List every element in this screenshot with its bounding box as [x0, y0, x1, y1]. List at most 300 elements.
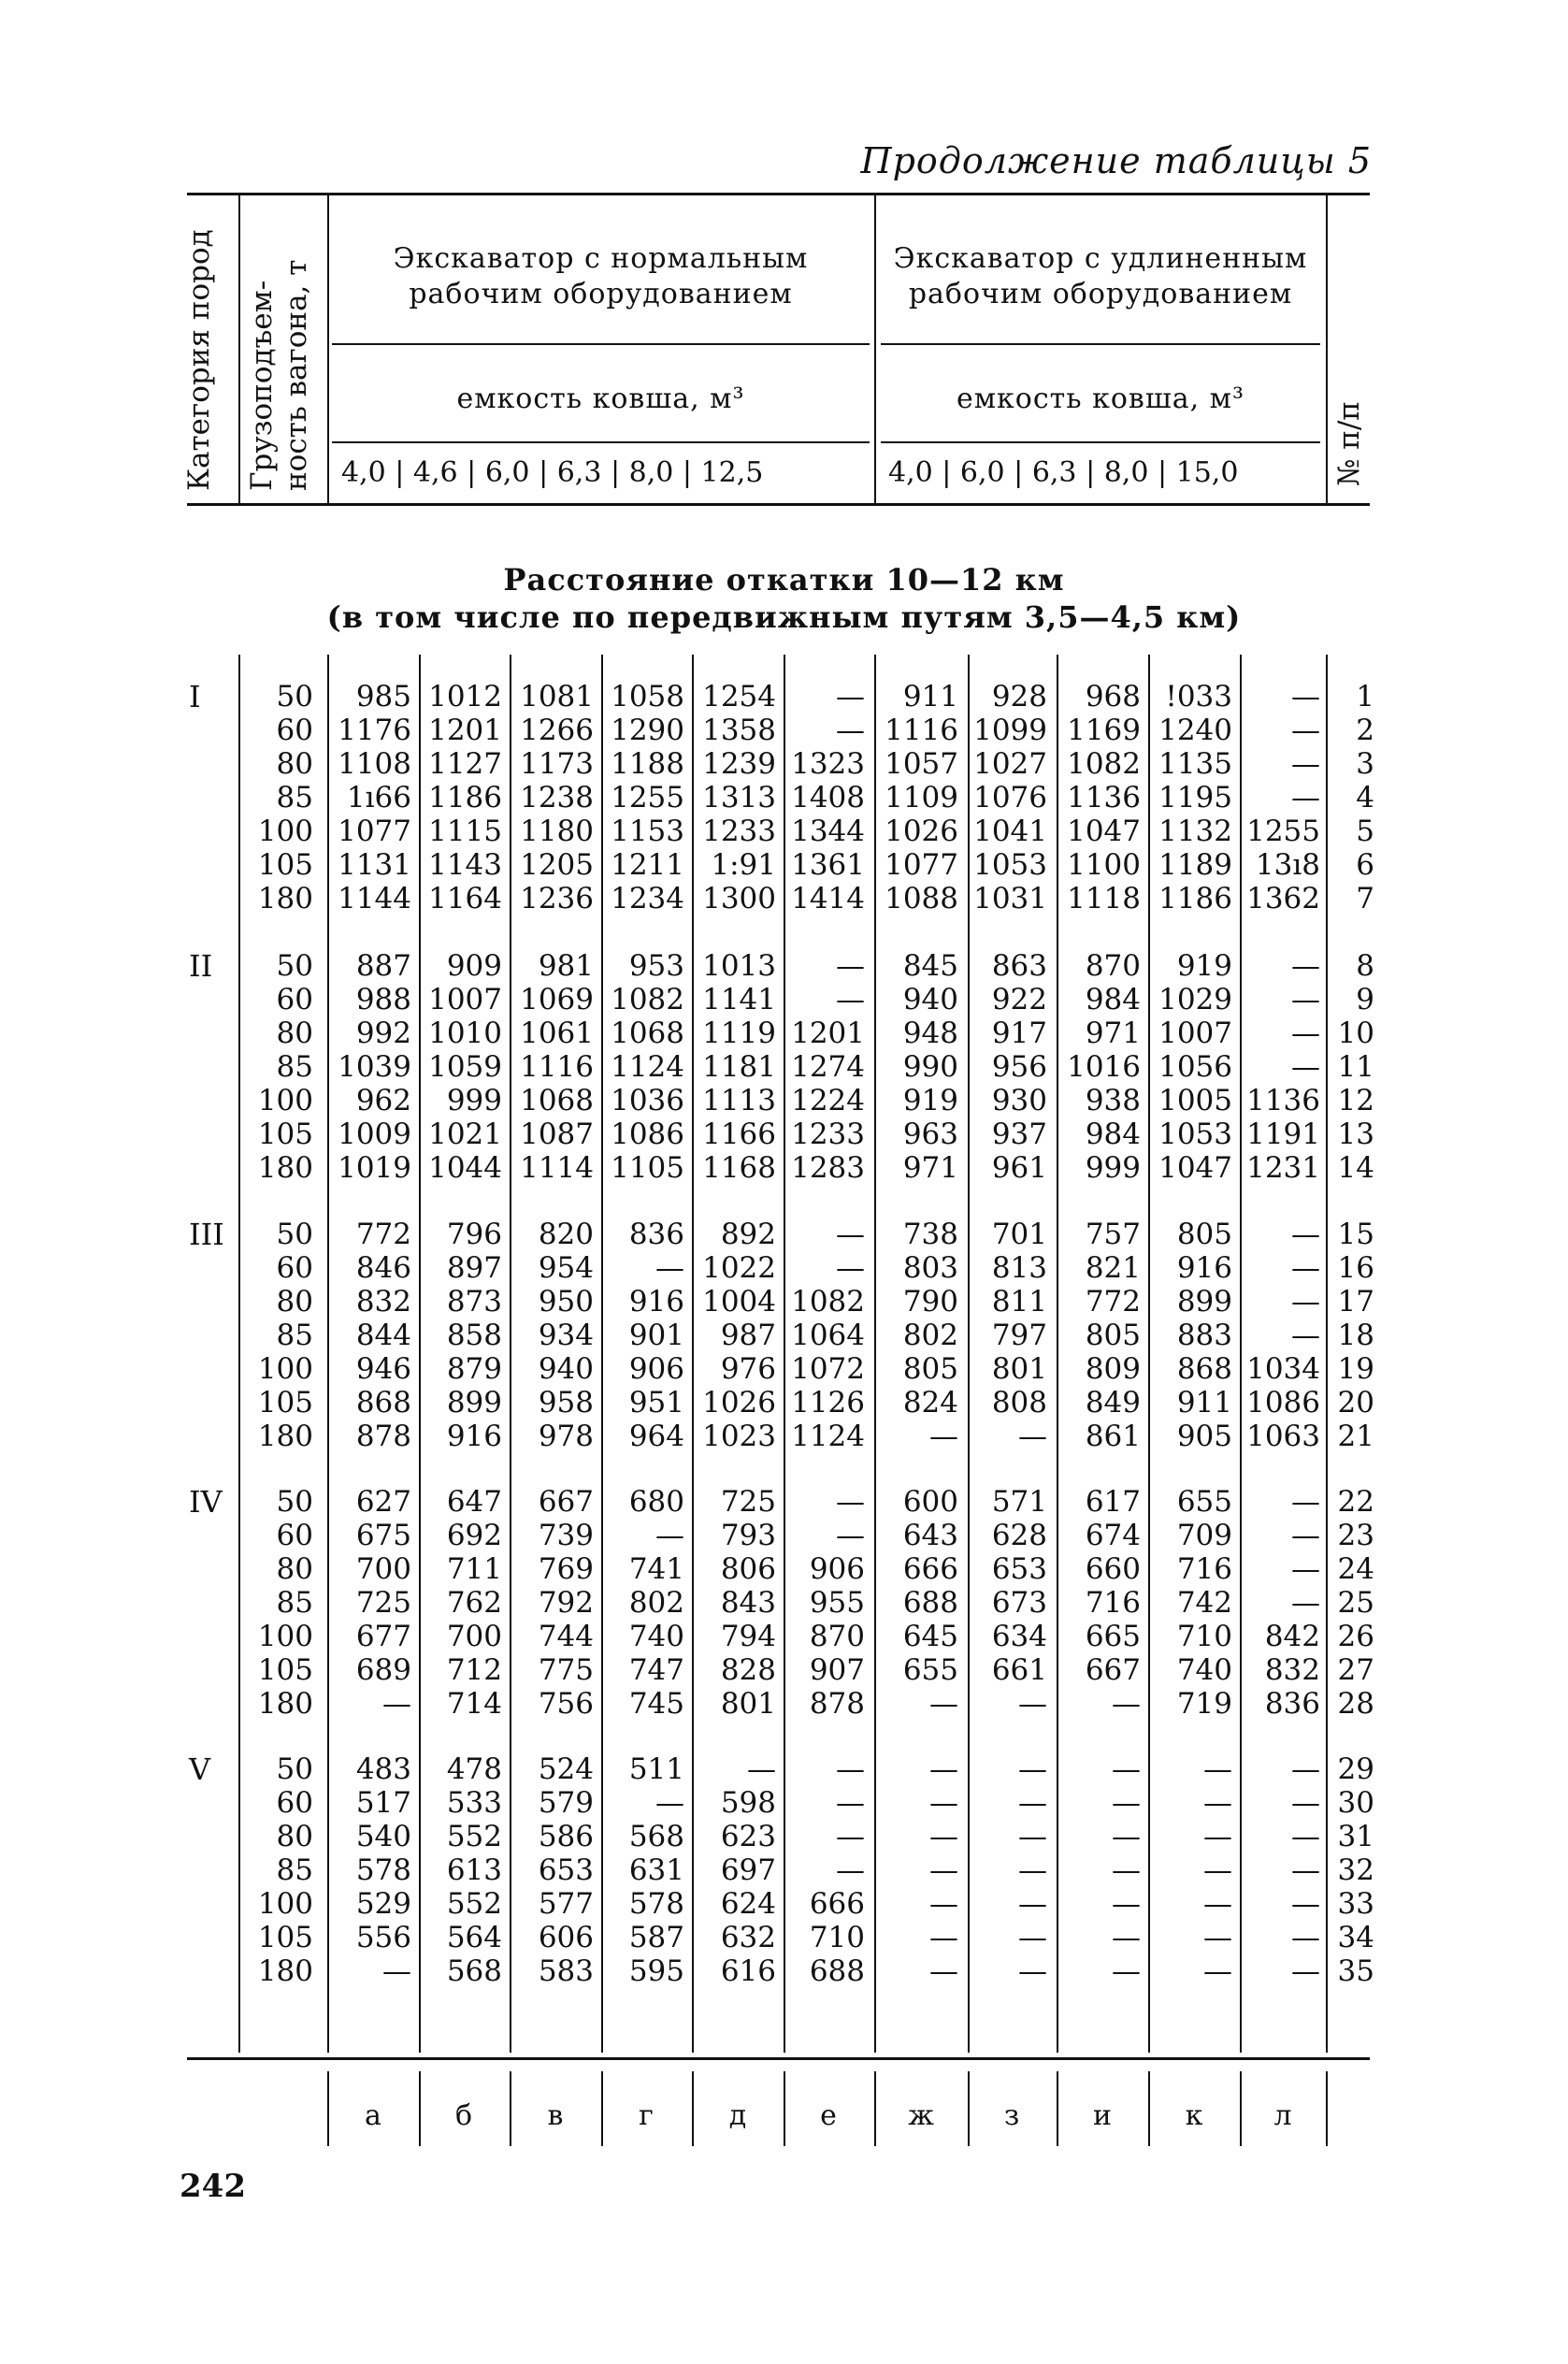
table-cell: 710	[1176, 1620, 1232, 1653]
table-cell: —	[929, 1786, 958, 1820]
table-cell: 1005	[1158, 1084, 1232, 1117]
table-cell: 552	[446, 1887, 502, 1921]
table-cell: 961	[991, 1151, 1047, 1185]
table-cell: 1039	[338, 1050, 411, 1084]
table-cell: 992	[355, 1016, 411, 1050]
table-cell: 1034	[1246, 1352, 1320, 1386]
column-letter: з	[1003, 2099, 1020, 2132]
header-bottom-rule	[187, 503, 1370, 506]
table-cell: 858	[446, 1319, 502, 1352]
table-cell: 8	[1356, 949, 1374, 983]
table-cell: —	[1291, 714, 1320, 747]
table-cell: 661	[991, 1653, 1047, 1687]
table-cell: 33	[1337, 1887, 1374, 1921]
size-separator: |	[529, 456, 557, 489]
column-a	[323, 680, 411, 915]
table-cell: 803	[902, 1251, 958, 1285]
header-vline-3	[874, 195, 876, 503]
table-cell: —	[1291, 1285, 1320, 1319]
table-cell: 105	[257, 1386, 313, 1420]
size-separator: |	[1004, 456, 1032, 489]
table-cell: 1007	[1158, 1016, 1232, 1050]
table-cell: 844	[355, 1319, 411, 1352]
table-cell: 688	[809, 1954, 865, 1988]
table-cell: —	[1291, 1887, 1320, 1921]
table-cell: 568	[628, 1820, 684, 1853]
column-letter: г	[639, 2099, 654, 2132]
table-cell: 984	[1085, 983, 1141, 1016]
table-cell: 1118	[1067, 882, 1141, 915]
table-cell: 634	[991, 1620, 1047, 1653]
size-separator: |	[673, 456, 701, 489]
column-letter: б	[454, 2099, 473, 2132]
table-cell: 741	[628, 1552, 684, 1586]
table-cell: 725	[355, 1586, 411, 1620]
table-cell: 598	[720, 1786, 776, 1820]
table-cell: 1201	[791, 1016, 865, 1050]
table-cell: 1108	[338, 747, 411, 781]
header-group1-sizerule	[332, 441, 870, 443]
letter-divider	[784, 2071, 785, 2146]
column-k	[1144, 680, 1232, 915]
column-g	[596, 680, 684, 915]
table-cell: —	[1203, 1752, 1232, 1786]
table-cell: 1188	[611, 747, 684, 781]
table-cell: 906	[628, 1352, 684, 1386]
header-bucket-label-2: емкость ковша, м³	[956, 382, 1245, 415]
table-cell: 1236	[520, 882, 594, 915]
bucket-size: 4,0	[888, 456, 933, 489]
table-cell: 17	[1337, 1285, 1374, 1319]
table-cell: 10	[1337, 1016, 1374, 1050]
table-cell: 958	[538, 1386, 594, 1420]
table-cell: 1059	[428, 1050, 502, 1084]
size-separator: |	[932, 456, 960, 489]
table-cell: 845	[902, 949, 958, 983]
table-cell: 946	[355, 1352, 411, 1386]
table-cell: 1231	[1246, 1151, 1320, 1185]
table-cell: 50	[276, 1752, 313, 1786]
column-b	[413, 680, 502, 915]
table-cell: —	[1291, 1218, 1320, 1251]
table-cell: 1019	[338, 1151, 411, 1185]
table-cell: 948	[902, 1016, 958, 1050]
table-cell: 7	[1356, 882, 1374, 915]
header-group1-subrule	[332, 343, 870, 345]
table-cell: 674	[1085, 1519, 1141, 1552]
column-b	[413, 949, 502, 1185]
column-e	[776, 1752, 865, 1988]
table-cell: 1127	[428, 747, 502, 781]
table-cell: 911	[902, 680, 958, 714]
table-cell: 1113	[702, 1084, 776, 1117]
table-cell: 1013	[702, 949, 776, 983]
table-cell: 632	[720, 1921, 776, 1954]
column-g	[596, 1752, 684, 1988]
table-cell: —	[1112, 1887, 1141, 1921]
table-cell: 697	[720, 1853, 776, 1887]
table-cell: —	[1291, 1954, 1320, 1988]
table-cell: 811	[991, 1285, 1047, 1319]
table-cell: 27	[1337, 1653, 1374, 1687]
table-cell: 3	[1356, 747, 1374, 781]
table-cell: 1141	[702, 983, 776, 1016]
page-number: 242	[180, 2168, 246, 2205]
table-cell: 747	[628, 1653, 684, 1687]
table-cell: 100	[257, 1887, 313, 1921]
column-zh	[870, 1485, 958, 1721]
table-cell: 1076	[973, 781, 1047, 814]
letter-divider	[510, 2071, 511, 2146]
table-cell: 1186	[1158, 882, 1232, 915]
size-separator: |	[601, 456, 629, 489]
table-cell: 710	[809, 1921, 865, 1954]
table-cell: 85	[276, 781, 313, 814]
table-cell: 832	[355, 1285, 411, 1319]
column-letter: к	[1185, 2099, 1203, 2132]
table-cell: 757	[1085, 1218, 1141, 1251]
table-cell: 712	[446, 1653, 502, 1687]
table-cell: 1041	[973, 814, 1047, 848]
table-cell: —	[1291, 1552, 1320, 1586]
table-cell: 981	[538, 949, 594, 983]
table-cell: 805	[902, 1352, 958, 1386]
letter-divider	[1240, 2071, 1242, 2146]
table-cell: 1047	[1158, 1151, 1232, 1185]
table-cell: 919	[902, 1084, 958, 1117]
table-cell: 2	[1356, 714, 1374, 747]
table-cell: 909	[446, 949, 502, 983]
table-cell: 1ı66	[346, 781, 411, 814]
table-cell: 916	[628, 1285, 684, 1319]
size-separator: |	[1076, 456, 1104, 489]
table-cell: 1116	[885, 714, 958, 747]
table-cell: 1176	[338, 714, 411, 747]
table-cell: 772	[355, 1218, 411, 1251]
table-cell: 105	[257, 848, 313, 882]
table-cell: 790	[902, 1285, 958, 1319]
table-cell: 919	[1176, 949, 1232, 983]
table-cell: 628	[991, 1519, 1047, 1552]
table-cell: 744	[538, 1620, 594, 1653]
table-cell: 1144	[338, 882, 411, 915]
table-cell: 688	[902, 1586, 958, 1620]
column-e	[776, 1485, 865, 1721]
table-cell: 1408	[791, 781, 865, 814]
table-cell: 792	[538, 1586, 594, 1620]
table-cell: —	[1291, 1050, 1320, 1084]
table-cell: —	[836, 1251, 865, 1285]
table-cell: 60	[276, 983, 313, 1016]
column-capacity	[224, 680, 313, 915]
table-cell: 1116	[520, 1050, 594, 1084]
table-cell: 1009	[338, 1117, 411, 1151]
table-cell: 1358	[702, 714, 776, 747]
table-cell: 1132	[1158, 814, 1232, 848]
table-cell: 85	[276, 1050, 313, 1084]
table-cell: 85	[276, 1319, 313, 1352]
bucket-size: 6,0	[484, 456, 530, 489]
column-zh	[870, 680, 958, 915]
table-cell: —	[1203, 1820, 1232, 1853]
header-bucket-label-1: емкость ковша, м³	[456, 382, 745, 415]
column-k	[1144, 1485, 1232, 1721]
table-cell: 1023	[702, 1420, 776, 1453]
table-cell: 12	[1337, 1084, 1374, 1117]
table-cell: 725	[720, 1485, 776, 1519]
rock-category: I	[189, 679, 201, 714]
column-b	[413, 1218, 502, 1453]
table-cell: 999	[1085, 1151, 1141, 1185]
table-cell: 701	[991, 1218, 1047, 1251]
table-cell: 1109	[885, 781, 958, 814]
table-cell: —	[929, 1420, 958, 1453]
column-a	[323, 1752, 411, 1988]
table-cell: 680	[628, 1485, 684, 1519]
table-cell: 692	[446, 1519, 502, 1552]
table-cell: —	[929, 1820, 958, 1853]
header-vline-4	[1326, 195, 1328, 503]
table-cell: 617	[1085, 1485, 1141, 1519]
table-cell: 100	[257, 1352, 313, 1386]
table-cell: —	[1203, 1921, 1232, 1954]
table-cell: 1082	[611, 983, 684, 1016]
table-cell: 673	[991, 1586, 1047, 1620]
table-cell: 711	[446, 1552, 502, 1586]
table-cell: —	[929, 1687, 958, 1721]
column-d	[687, 1218, 776, 1453]
table-cell: 623	[720, 1820, 776, 1853]
table-cell: 1	[1356, 680, 1374, 714]
table-cell: 1166	[702, 1117, 776, 1151]
column-k	[1144, 1218, 1232, 1453]
table-cell: 35	[1337, 1954, 1374, 1988]
section-title-line2: (в том числе по передвижным путям 3,5—4,5 км)	[326, 599, 1242, 635]
table-cell: 660	[1085, 1552, 1141, 1586]
table-cell: 990	[902, 1050, 958, 1084]
table-cell: 846	[355, 1251, 411, 1285]
table-cell: 878	[355, 1420, 411, 1453]
column-n	[1286, 1752, 1374, 1988]
table-cell: 587	[628, 1921, 684, 1954]
table-cell: 899	[1176, 1285, 1232, 1319]
table-cell: —	[1291, 781, 1320, 814]
table-cell: 911	[1176, 1386, 1232, 1420]
table-cell: 813	[991, 1251, 1047, 1285]
table-cell: 1195	[1158, 781, 1232, 814]
footer-rule	[187, 2057, 1370, 2060]
table-cell: 1021	[428, 1117, 502, 1151]
table-cell: 595	[628, 1954, 684, 1988]
header-category-label: Категория пород	[182, 229, 216, 491]
table-cell: 775	[538, 1653, 594, 1687]
table-cell: 1290	[611, 714, 684, 747]
table-cell: 962	[355, 1084, 411, 1117]
table-cell: 600	[902, 1485, 958, 1519]
table-cell: 801	[720, 1687, 776, 1721]
table-cell: 1010	[428, 1016, 502, 1050]
table-cell: 616	[720, 1954, 776, 1988]
bucket-size: 4,6	[412, 456, 458, 489]
table-cell: 1082	[1067, 747, 1141, 781]
table-cell: 1168	[702, 1151, 776, 1185]
table-cell: 533	[446, 1786, 502, 1820]
table-cell: 1136	[1067, 781, 1141, 814]
column-k	[1144, 1752, 1232, 1988]
table-cell: 842	[1264, 1620, 1320, 1653]
table-cell: 1088	[885, 882, 958, 915]
table-cell: 1189	[1158, 848, 1232, 882]
table-cell: 928	[991, 680, 1047, 714]
table-cell: 677	[355, 1620, 411, 1653]
header-vline-2	[327, 195, 329, 503]
table-cell: 796	[446, 1218, 502, 1251]
table-cell: 540	[355, 1820, 411, 1853]
table-cell: 828	[720, 1653, 776, 1687]
column-i	[1052, 1485, 1141, 1721]
header-sizes-2	[888, 456, 1238, 489]
table-cell: 1077	[885, 848, 958, 882]
table-cell: 1086	[1246, 1386, 1320, 1420]
table-cell: —	[1291, 1251, 1320, 1285]
table-cell: 950	[538, 1285, 594, 1319]
table-cell: 836	[1264, 1687, 1320, 1721]
table-cell: 517	[355, 1786, 411, 1820]
table-cell: 938	[1085, 1084, 1141, 1117]
table-cell: 50	[276, 949, 313, 983]
table-cell: —	[836, 1218, 865, 1251]
table-cell: —	[382, 1687, 411, 1721]
table-cell: 716	[1176, 1552, 1232, 1586]
table-cell: 794	[720, 1620, 776, 1653]
header-top-rule	[187, 193, 1370, 195]
column-a	[323, 949, 411, 1185]
table-cell: 578	[355, 1853, 411, 1887]
table-cell: 1126	[791, 1386, 865, 1420]
column-capacity	[224, 1218, 313, 1453]
table-cell: 32	[1337, 1853, 1374, 1887]
table-cell: 60	[276, 1519, 313, 1552]
column-zh	[870, 1218, 958, 1453]
table-cell: 1072	[791, 1352, 865, 1386]
column-a	[323, 1485, 411, 1721]
table-cell: —	[1018, 1752, 1047, 1786]
column-capacity	[224, 949, 313, 1185]
table-cell: 529	[355, 1887, 411, 1921]
table-cell: 964	[628, 1420, 684, 1453]
table-cell: 1233	[791, 1117, 865, 1151]
table-cell: 15	[1337, 1218, 1374, 1251]
table-cell: 802	[628, 1586, 684, 1620]
column-zh	[870, 949, 958, 1185]
table-cell: 665	[1085, 1620, 1141, 1653]
table-cell: 1181	[702, 1050, 776, 1084]
table-cell: 11	[1337, 1050, 1374, 1084]
header-group2-subrule	[881, 343, 1320, 345]
table-cell: 836	[628, 1218, 684, 1251]
table-cell: 802	[902, 1319, 958, 1352]
table-cell: 1153	[611, 814, 684, 848]
table-cell: 954	[538, 1251, 594, 1285]
table-cell: 940	[902, 983, 958, 1016]
size-separator: |	[1148, 456, 1176, 489]
table-cell: 1344	[791, 814, 865, 848]
table-cell: 1300	[702, 882, 776, 915]
column-v	[505, 1752, 594, 1988]
table-cell: 20	[1337, 1386, 1374, 1420]
table-cell: 887	[355, 949, 411, 983]
letter-divider	[419, 2071, 421, 2146]
table-cell: 583	[538, 1954, 594, 1988]
table-cell: 1004	[702, 1285, 776, 1319]
table-cell: 655	[902, 1653, 958, 1687]
table-cell: 1036	[611, 1084, 684, 1117]
table-cell: 180	[257, 1954, 313, 1988]
table-cell: 22	[1337, 1485, 1374, 1519]
table-cell: —	[1018, 1687, 1047, 1721]
table-cell: —	[1291, 1752, 1320, 1786]
table-cell: 1164	[428, 882, 502, 915]
table-cell: 643	[902, 1519, 958, 1552]
column-letter: в	[547, 2099, 564, 2132]
table-cell: 1131	[338, 848, 411, 882]
table-cell: 14	[1337, 1151, 1374, 1185]
table-cell: 1053	[973, 848, 1047, 882]
table-cell: 1026	[885, 814, 958, 848]
table-cell: —	[1291, 983, 1320, 1016]
column-e	[776, 680, 865, 915]
table-cell: 897	[446, 1251, 502, 1285]
header-group1-title: Экскаватор с нормальным рабочим оборудованием	[393, 242, 809, 310]
table-cell: 808	[991, 1386, 1047, 1420]
table-cell: 955	[809, 1586, 865, 1620]
table-cell: 1056	[1158, 1050, 1232, 1084]
table-cell: 80	[276, 1016, 313, 1050]
table-cell: —	[1203, 1786, 1232, 1820]
table-cell: 1124	[791, 1420, 865, 1453]
table-cell: 797	[991, 1319, 1047, 1352]
table-cell: 564	[446, 1921, 502, 1954]
rock-category: III	[189, 1217, 224, 1252]
table-cell: 5	[1356, 814, 1374, 848]
table-cell: 987	[720, 1319, 776, 1352]
table-cell: 483	[355, 1752, 411, 1786]
table-cell: 899	[446, 1386, 502, 1420]
column-a	[323, 1218, 411, 1453]
table-cell: 1414	[791, 882, 865, 915]
table-cell: 627	[355, 1485, 411, 1519]
table-cell: 1173	[520, 747, 594, 781]
table-cell: 870	[809, 1620, 865, 1653]
table-cell: 930	[991, 1084, 1047, 1117]
table-cell: 1069	[520, 983, 594, 1016]
table-cell: 511	[628, 1752, 684, 1786]
table-cell: 1205	[520, 848, 594, 882]
table-cell: 716	[1085, 1586, 1141, 1620]
table-cell: 1224	[791, 1084, 865, 1117]
column-n	[1286, 1485, 1374, 1721]
table-cell: 1234	[611, 882, 684, 915]
table-cell: —	[1291, 680, 1320, 714]
bucket-size: 15,0	[1175, 456, 1239, 489]
table-cell: !033	[1165, 680, 1232, 714]
table-cell: 1240	[1158, 714, 1232, 747]
table-cell: 655	[1176, 1485, 1232, 1519]
table-cell: 31	[1337, 1820, 1374, 1853]
table-cell: 85	[276, 1586, 313, 1620]
table-cell: —	[1112, 1786, 1141, 1820]
table-cell: 968	[1085, 680, 1141, 714]
